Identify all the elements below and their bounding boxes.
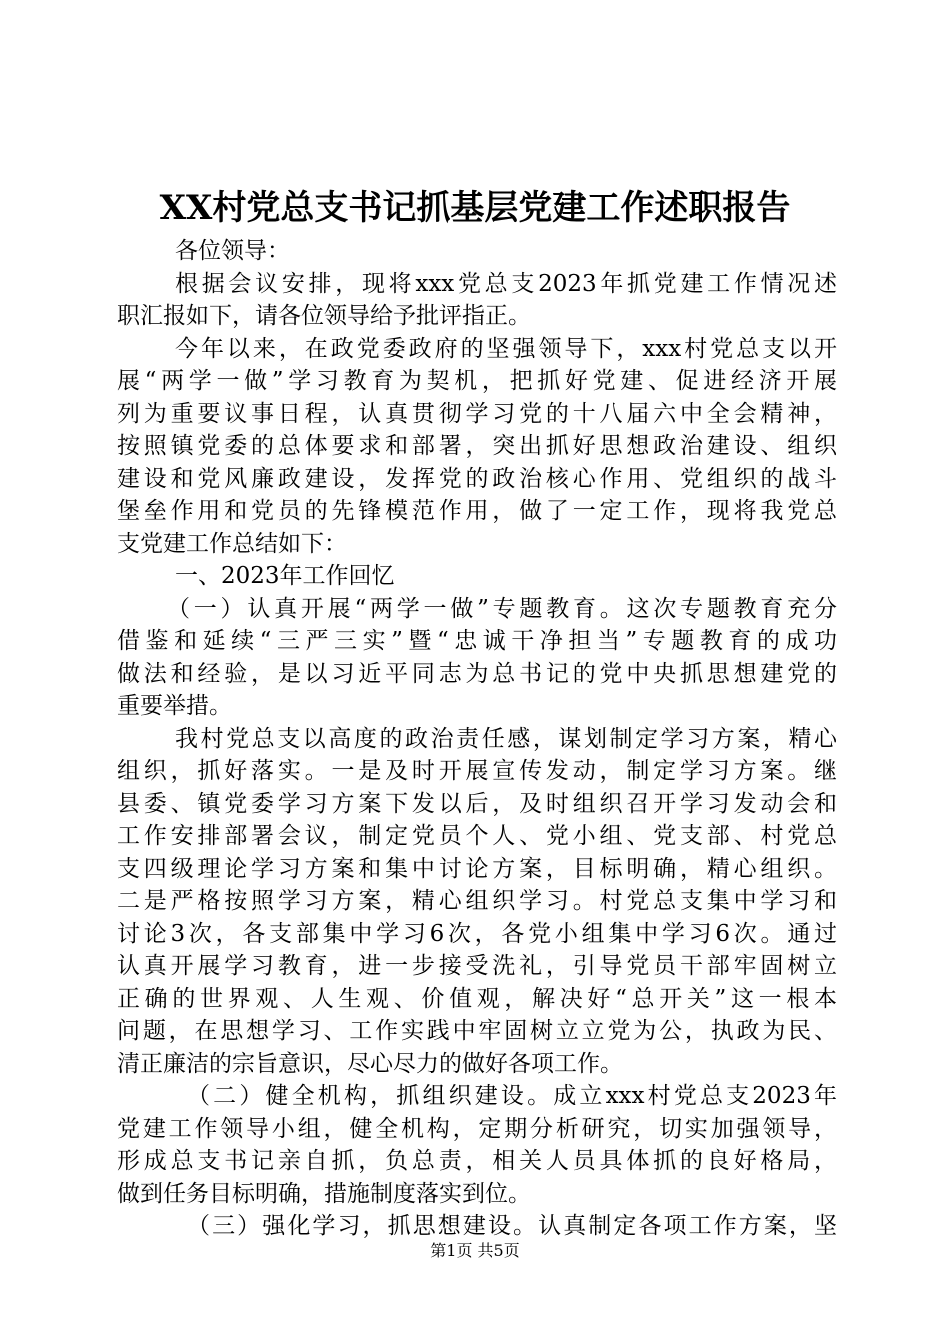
text-line: （三）强化学习，抓思想建设。认真制定各项工作方案，坚: [187, 1213, 837, 1239]
text-line: 县委、镇党委学习方案下发以后，及时组织召开学习发动会和: [117, 790, 837, 817]
text-line: 形成总支书记亲自抓，负总责，相关人员具体抓的良好格局，: [117, 1148, 837, 1174]
text-line: 党建工作领导小组，健全机构，定期分析研究，切实加强领导，: [117, 1115, 837, 1142]
text-line: 建设和党风廉政建设，发挥党的政治核心作用、党组织的战斗: [117, 465, 837, 492]
text-line: 展“两学一做”学习教育为契机，把抓好党建、促进经济开展: [117, 368, 837, 394]
text-line: 堡垒作用和党员的先锋模范作用，做了一定工作，现将我党总: [117, 498, 837, 524]
text-line: 我村党总支以高度的政治责任感，谋划制定学习方案，精心: [175, 725, 837, 752]
document-body: [117, 235, 837, 1243]
text-line: 组织，抓好落实。一是及时开展宣传发动，制定学习方案。继: [117, 758, 837, 784]
salutation: 各位领导：: [175, 238, 290, 264]
text-line: 根据会议安排，现将xxx党总支2023年抓党建工作情况述: [175, 270, 837, 297]
text-line: 做法和经验，是以习近平同志为总书记的党中央抓思想建党的: [117, 660, 837, 687]
document-title: XX村党总支书记抓基层党建工作述职报告: [159, 188, 791, 228]
text-line: 做到任务目标明确，措施制度落实到位。: [117, 1180, 531, 1207]
text-line: 支四级理论学习方案和集中讨论方案，目标明确，精心组织。: [117, 855, 837, 882]
text-line: 二是严格按照学习方案，精心组织学习。村党总支集中学习和: [117, 888, 837, 914]
text-line: 问题，在思想学习、工作实践中牢固树立立党为公，执政为民、: [117, 1018, 837, 1044]
text-line: 清正廉洁的宗旨意识，尽心尽力的做好各项工作。: [117, 1050, 623, 1077]
text-line: 工作安排部署会议，制定党员个人、党小组、党支部、村党总: [117, 823, 837, 849]
text-line: （二）健全机构，抓组织建设。成立xxx村党总支2023年: [187, 1083, 837, 1109]
text-line: 按照镇党委的总体要求和部署，突出抓好思想政治建设、组织: [117, 433, 837, 459]
text-line: 正确的世界观、人生观、价值观，解决好“总开关”这一根本: [117, 985, 837, 1012]
text-line: 重要举措。: [117, 693, 232, 719]
text-line: （一）认真开展“两学一做”专题教育。这次专题教育充分: [167, 595, 837, 622]
text-line: 职汇报如下，请各位领导给予批评指正。: [117, 303, 531, 329]
text-line: 讨论3次，各支部集中学习6次，各党小组集中学习6次。通过: [117, 920, 837, 947]
text-line: 认真开展学习教育，进一步接受洗礼，引导党员干部牢固树立: [117, 953, 837, 979]
text-line: 列为重要议事日程，认真贯彻学习党的十八届六中全会精神，: [117, 400, 837, 427]
section-heading: 一、2023年工作回忆: [175, 563, 395, 589]
page-footer: 第1页 共5页: [430, 1241, 520, 1260]
text-line: 支党建工作总结如下：: [117, 530, 347, 557]
text-line: 今年以来，在政党委政府的坚强领导下，xxx村党总支以开: [175, 335, 837, 362]
text-line: 借鉴和延续“三严三实”暨“忠诚干净担当”专题教育的成功: [117, 628, 837, 654]
